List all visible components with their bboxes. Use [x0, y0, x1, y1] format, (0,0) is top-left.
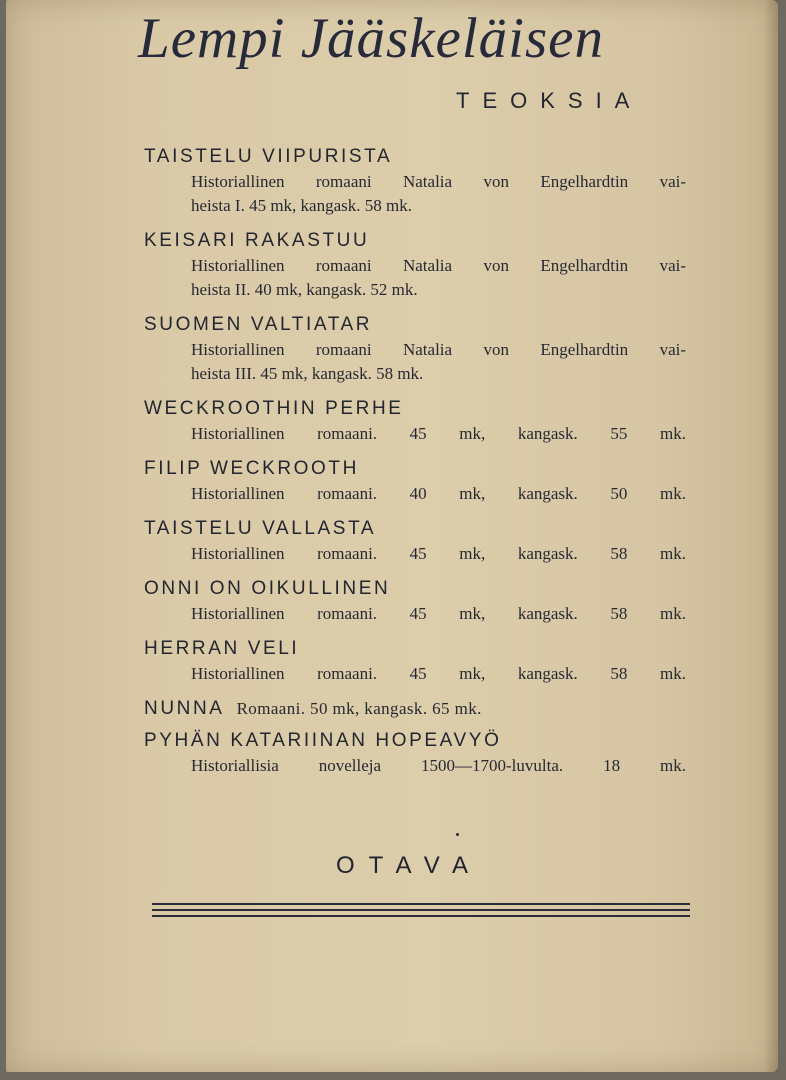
divider-rule — [152, 909, 690, 911]
book-title-row — [144, 696, 704, 722]
book-description-line: Historiallinen romaani. 45 mk, kangask. 58 mk. — [191, 604, 686, 623]
book-description-line: Historiallinen romaani Natalia von Engelhardtin vai- — [191, 256, 686, 275]
book-title: SUOMEN VALTIATAR — [144, 314, 373, 335]
book-title: NUNNA — [144, 698, 225, 719]
book-entry — [144, 456, 704, 506]
book-description-line: Romaani. 50 mk, kangask. 65 mk. — [236, 699, 482, 718]
book-entry — [144, 312, 704, 386]
book-title: TAISTELU VIIPURISTA — [144, 146, 393, 167]
book-entry — [144, 636, 704, 686]
book-description-line: Historiallisia novelleja 1500—1700-luvulta. 18 mk. — [191, 756, 686, 775]
book-description-line: Historiallinen romaani. 45 mk, kangask. 58 mk. — [191, 664, 686, 683]
book-description-line: Historiallinen romaani. 45 mk, kangask. 58 mk. — [191, 544, 686, 563]
book-title: FILIP WECKROOTH — [144, 458, 359, 479]
cover-edge-shadow — [764, 0, 778, 1072]
book-entry — [144, 728, 704, 778]
book-description-line: heista II. 40 mk, kangask. 52 mk. — [191, 280, 418, 299]
book-description-line: heista I. 45 mk, kangask. 58 mk. — [191, 196, 412, 215]
book-title: KEISARI RAKASTUU — [144, 230, 370, 251]
book-list — [144, 144, 704, 778]
ink-dot — [456, 833, 459, 836]
book-description-line: Historiallinen romaani Natalia von Engelhardtin vai- — [191, 172, 686, 191]
book-description-line: Historiallinen romaani Natalia von Engelhardtin vai- — [191, 340, 686, 359]
divider-rule — [152, 915, 690, 917]
book-entry — [144, 696, 704, 722]
book-title: HERRAN VELI — [144, 638, 300, 659]
book-title: PYHÄN KATARIINAN HOPEAVYÖ — [144, 730, 502, 751]
divider-rule — [152, 903, 690, 905]
book-entry — [144, 228, 704, 302]
book-back-cover — [6, 0, 778, 1072]
book-description-line: Historiallinen romaani. 45 mk, kangask. 55 mk. — [191, 424, 686, 443]
book-description-line: heista III. 45 mk, kangask. 58 mk. — [191, 364, 424, 383]
publisher-name: OTAVA — [336, 852, 483, 879]
book-title: ONNI ON OIKULLINEN — [144, 578, 391, 599]
book-title: WECKROOTHIN PERHE — [144, 398, 404, 419]
book-entry — [144, 396, 704, 446]
book-entry — [144, 144, 704, 218]
author-heading: Lempi Jääskeläisen — [138, 7, 604, 70]
book-entry — [144, 516, 704, 566]
book-description-line: Historiallinen romaani. 40 mk, kangask. 50 mk. — [191, 484, 686, 503]
book-title: TAISTELU VALLASTA — [144, 518, 377, 539]
book-entry — [144, 576, 704, 626]
works-subtitle: TEOKSIA — [456, 88, 643, 113]
